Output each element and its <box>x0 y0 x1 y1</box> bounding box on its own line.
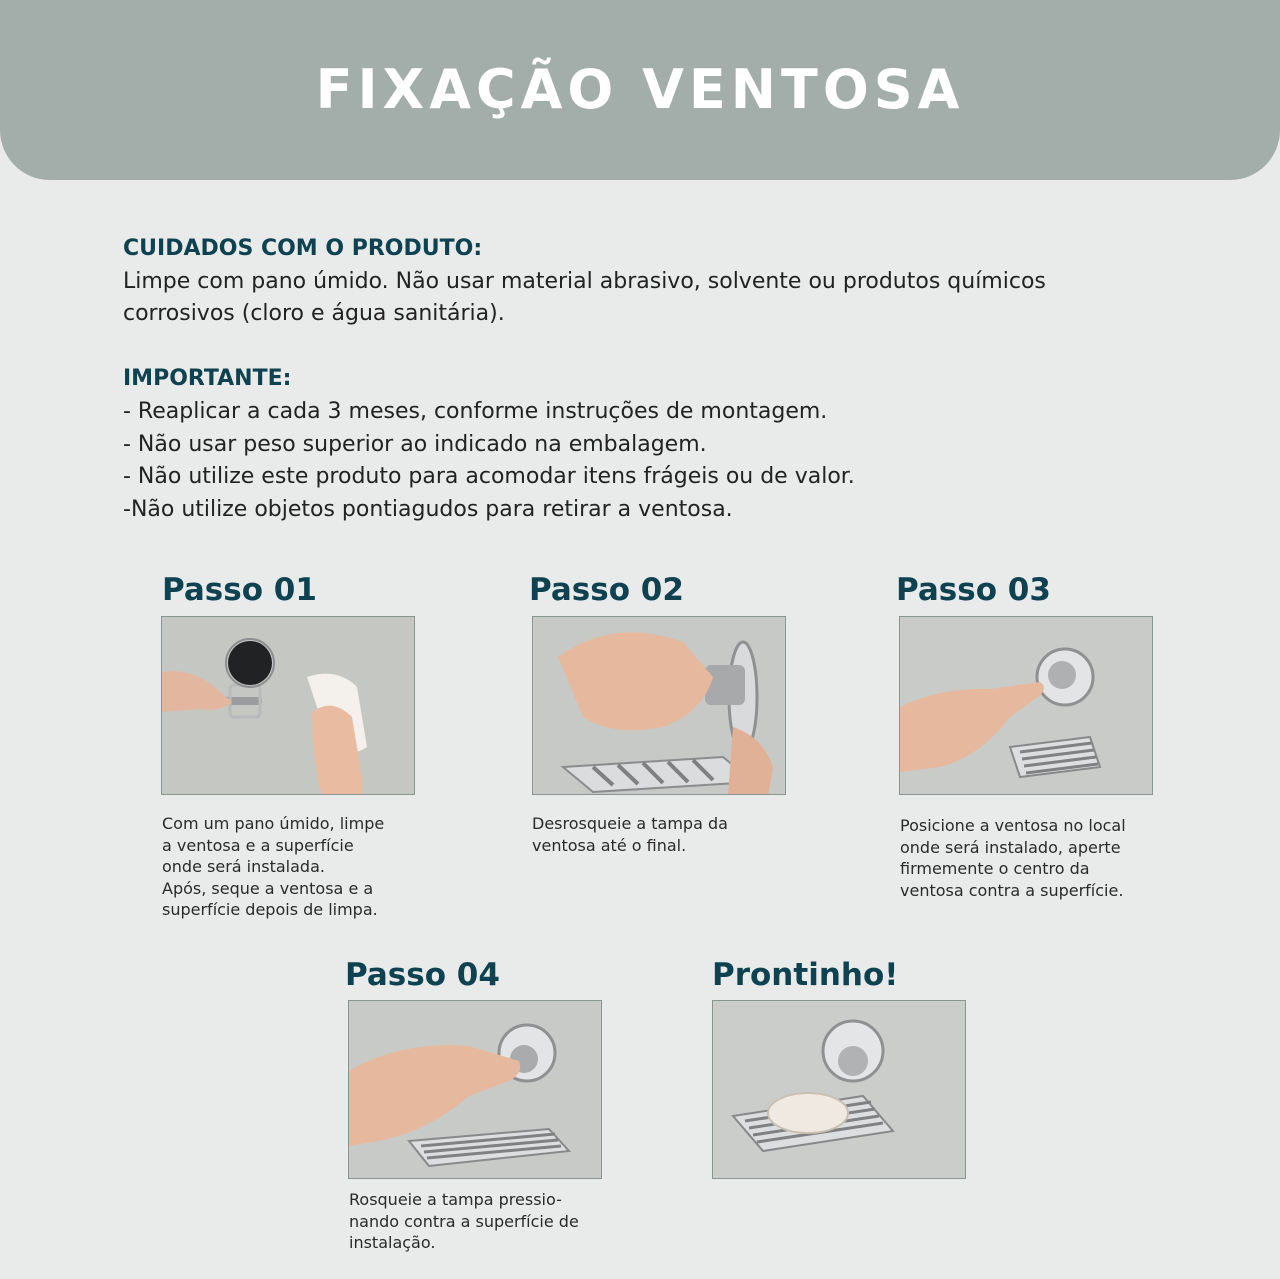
caption-line: firmemente o centro da <box>900 859 1090 878</box>
step-1-caption <box>162 813 422 921</box>
caption-line: instalação. <box>349 1233 436 1252</box>
care-text <box>123 266 1163 330</box>
caption-line: onde será instalada. <box>162 857 325 876</box>
caption-line: onde será instalado, aperte <box>900 837 1121 857</box>
step-2-caption <box>532 813 782 856</box>
important-item: - Não usar peso superior ao indicado na embalagem. <box>123 431 707 457</box>
care-heading: CUIDADOS COM O PRODUTO: <box>123 236 483 261</box>
step-done-title: Prontinho! <box>712 957 899 993</box>
care-text-line: corrosivos (cloro e água sanitária). <box>123 301 505 326</box>
step-done-photo <box>712 1000 966 1179</box>
caption-line: Desrosqueie a tampa da <box>532 814 728 833</box>
step-3-caption <box>900 815 1160 901</box>
important-item: - Reaplicar a cada 3 meses, conforme instruções de montagem. <box>123 399 828 424</box>
step-1-photo <box>161 616 415 795</box>
caption-line: Rosqueie a tampa pressio- <box>349 1190 562 1209</box>
caption-line: Após, seque a ventosa e a <box>162 878 374 898</box>
page-title: FIXAÇÃO VENTOSA <box>315 58 965 121</box>
important-list <box>123 396 1163 526</box>
step-4-photo <box>348 1000 602 1179</box>
important-item: -Não utilize objetos pontiagudos para retirar a ventosa. <box>123 496 733 522</box>
header-banner <box>0 0 1280 180</box>
step-3-photo <box>899 616 1153 795</box>
caption-line: Posicione a ventosa no local <box>900 816 1126 835</box>
step-4-title: Passo 04 <box>345 957 500 993</box>
step-2-title: Passo 02 <box>529 572 684 608</box>
step-2-photo <box>532 616 786 795</box>
step-4-caption <box>349 1189 619 1254</box>
step-3-title: Passo 03 <box>896 572 1051 608</box>
important-heading: IMPORTANTE: <box>123 366 292 391</box>
step-1-title: Passo 01 <box>162 572 317 608</box>
caption-line: ventosa até o final. <box>532 835 687 855</box>
care-text-line: Limpe com pano úmido. Não usar material abrasivo, solvente ou produtos químicos <box>123 269 1046 294</box>
caption-line: Com um pano úmido, limpe <box>162 814 385 833</box>
caption-line: a ventosa e a superfície <box>162 835 354 855</box>
important-item: - Não utilize este produto para acomodar itens frágeis ou de valor. <box>123 464 855 489</box>
caption-line: superfície depois de limpa. <box>162 900 378 919</box>
caption-line: ventosa contra a superfície. <box>900 880 1124 900</box>
caption-line: nando contra a superfície de <box>349 1211 579 1231</box>
